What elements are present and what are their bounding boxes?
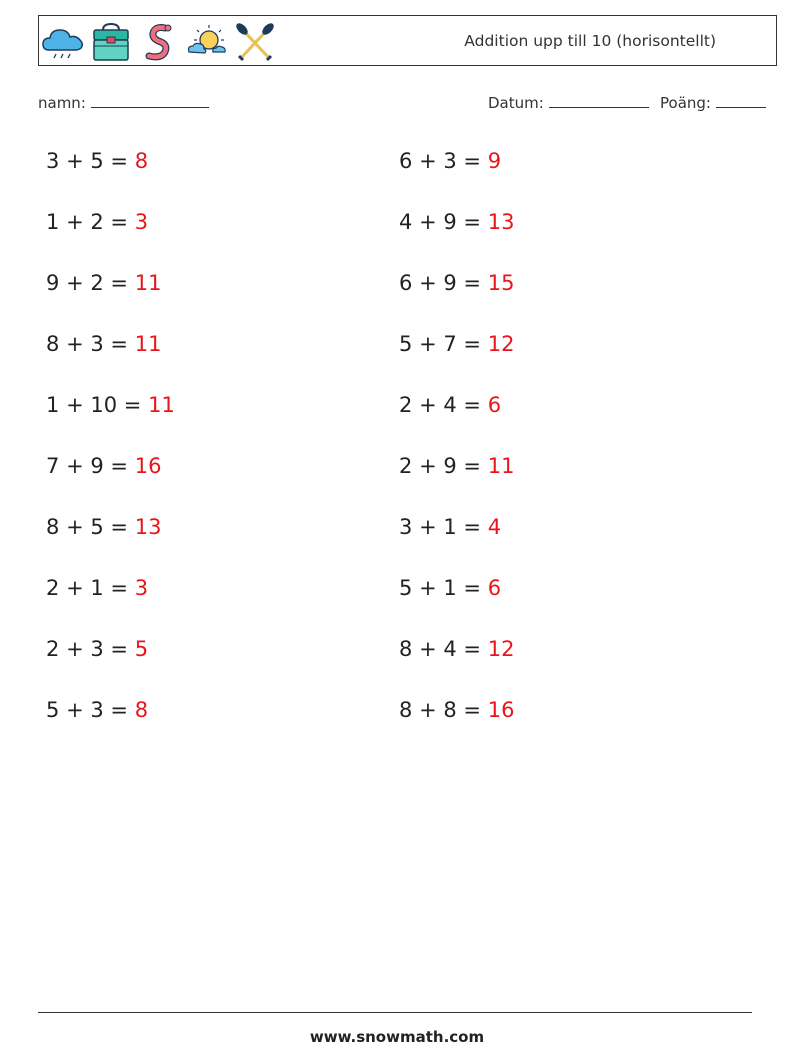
answer: 12 [487,637,515,661]
footer-divider [38,1012,752,1013]
name-line[interactable] [91,93,209,108]
addend-b: 3 [90,698,104,722]
answer: 4 [487,515,502,539]
equals-sign: = [463,271,482,295]
problem-item [399,393,501,417]
problem-item [399,698,514,722]
problem-item [399,454,514,478]
equals-sign: = [110,149,129,173]
date-line[interactable] [549,93,649,108]
equals-sign: = [110,698,129,722]
equals-sign: = [110,515,129,539]
addend-a: 5 [46,698,60,722]
plus-sign: + [419,454,437,478]
problem-item [399,515,501,539]
plus-sign: + [419,332,437,356]
addend-a: 5 [399,332,413,356]
name-field [38,93,209,112]
addend-a: 2 [46,576,60,600]
answer: 9 [487,149,502,173]
problem-item [399,210,514,234]
addend-a: 6 [399,271,413,295]
addend-a: 2 [46,637,60,661]
answer: 3 [134,210,149,234]
addend-a: 5 [399,576,413,600]
date-label: Datum: [488,94,544,112]
plus-sign: + [419,576,437,600]
addend-b: 9 [90,454,104,478]
worksheet-header [38,15,777,66]
equals-sign: = [110,454,129,478]
date-field [488,93,649,112]
equals-sign: = [463,454,482,478]
problem-item [46,210,148,234]
addend-b: 9 [443,210,457,234]
answer: 8 [134,698,149,722]
answer: 13 [487,210,515,234]
addend-b: 2 [90,210,104,234]
equals-sign: = [110,637,129,661]
problem-item [46,332,161,356]
problem-item [399,637,514,661]
problem-item [46,454,161,478]
addend-a: 2 [399,454,413,478]
plus-sign: + [419,271,437,295]
problem-item [46,149,148,173]
equals-sign: = [463,149,482,173]
header-icons [41,22,277,62]
sun-cloud-icon [185,22,229,62]
answer: 3 [134,576,149,600]
equals-sign: = [110,576,129,600]
plus-sign: + [66,454,84,478]
addend-b: 7 [443,332,457,356]
footer-url: www.snowmath.com [309,1028,485,1046]
plus-sign: + [66,210,84,234]
score-label: Poäng: [660,94,711,112]
addend-b: 4 [443,637,457,661]
equals-sign: = [463,637,482,661]
answer: 11 [134,332,162,356]
plus-sign: + [66,576,84,600]
plus-sign: + [66,332,84,356]
addend-b: 5 [90,515,104,539]
addend-a: 2 [399,393,413,417]
plus-sign: + [66,698,84,722]
addend-b: 9 [443,271,457,295]
answer: 16 [487,698,515,722]
problem-item [399,576,501,600]
cooler-box-icon [89,22,133,62]
addend-b: 1 [443,576,457,600]
plus-sign: + [66,271,84,295]
plus-sign: + [419,393,437,417]
equals-sign: = [463,515,482,539]
rain-cloud-icon [41,22,85,62]
equals-sign: = [123,393,142,417]
addend-a: 7 [46,454,60,478]
answer: 6 [487,576,502,600]
addend-a: 9 [46,271,60,295]
problem-item [46,576,148,600]
plus-sign: + [419,637,437,661]
answer: 16 [134,454,162,478]
plus-sign: + [419,149,437,173]
addend-a: 4 [399,210,413,234]
answer: 11 [134,271,162,295]
addend-b: 3 [90,637,104,661]
problem-item [399,149,501,173]
answer: 6 [487,393,502,417]
equals-sign: = [463,332,482,356]
plus-sign: + [66,149,84,173]
answer: 15 [487,271,515,295]
addend-b: 8 [443,698,457,722]
addend-b: 9 [443,454,457,478]
answer: 8 [134,149,149,173]
answer: 11 [148,393,175,417]
score-field [660,93,766,112]
answer: 11 [487,454,515,478]
addend-a: 3 [399,515,413,539]
equals-sign: = [110,271,129,295]
name-label: namn: [38,94,86,112]
worksheet-title: Addition upp till 10 (horisontellt) [464,32,716,50]
plus-sign: + [419,515,437,539]
problem-item [399,332,514,356]
equals-sign: = [463,210,482,234]
problem-item [46,515,161,539]
plus-sign: + [419,210,437,234]
problem-item [46,271,161,295]
addend-a: 8 [399,698,413,722]
plus-sign: + [66,393,84,417]
plus-sign: + [66,637,84,661]
addend-a: 8 [46,515,60,539]
addend-a: 8 [399,637,413,661]
addend-a: 1 [46,393,60,417]
addend-b: 3 [90,332,104,356]
equals-sign: = [110,332,129,356]
addend-b: 4 [443,393,457,417]
addend-a: 8 [46,332,60,356]
addend-b: 5 [90,149,104,173]
crossed-paddles-icon [233,22,277,62]
addend-b: 3 [443,149,457,173]
addend-b: 10 [90,393,118,417]
addend-a: 3 [46,149,60,173]
equals-sign: = [110,210,129,234]
score-line[interactable] [716,93,766,108]
equals-sign: = [463,576,482,600]
worm-icon [137,22,181,62]
answer: 5 [134,637,149,661]
addend-a: 1 [46,210,60,234]
plus-sign: + [419,698,437,722]
problem-item [46,393,175,417]
problem-item [46,637,148,661]
problem-item [46,698,148,722]
addend-b: 2 [90,271,104,295]
answer: 12 [487,332,515,356]
equals-sign: = [463,393,482,417]
problem-item [399,271,514,295]
plus-sign: + [66,515,84,539]
addend-a: 6 [399,149,413,173]
addend-b: 1 [443,515,457,539]
answer: 13 [134,515,162,539]
equals-sign: = [463,698,482,722]
addend-b: 1 [90,576,104,600]
